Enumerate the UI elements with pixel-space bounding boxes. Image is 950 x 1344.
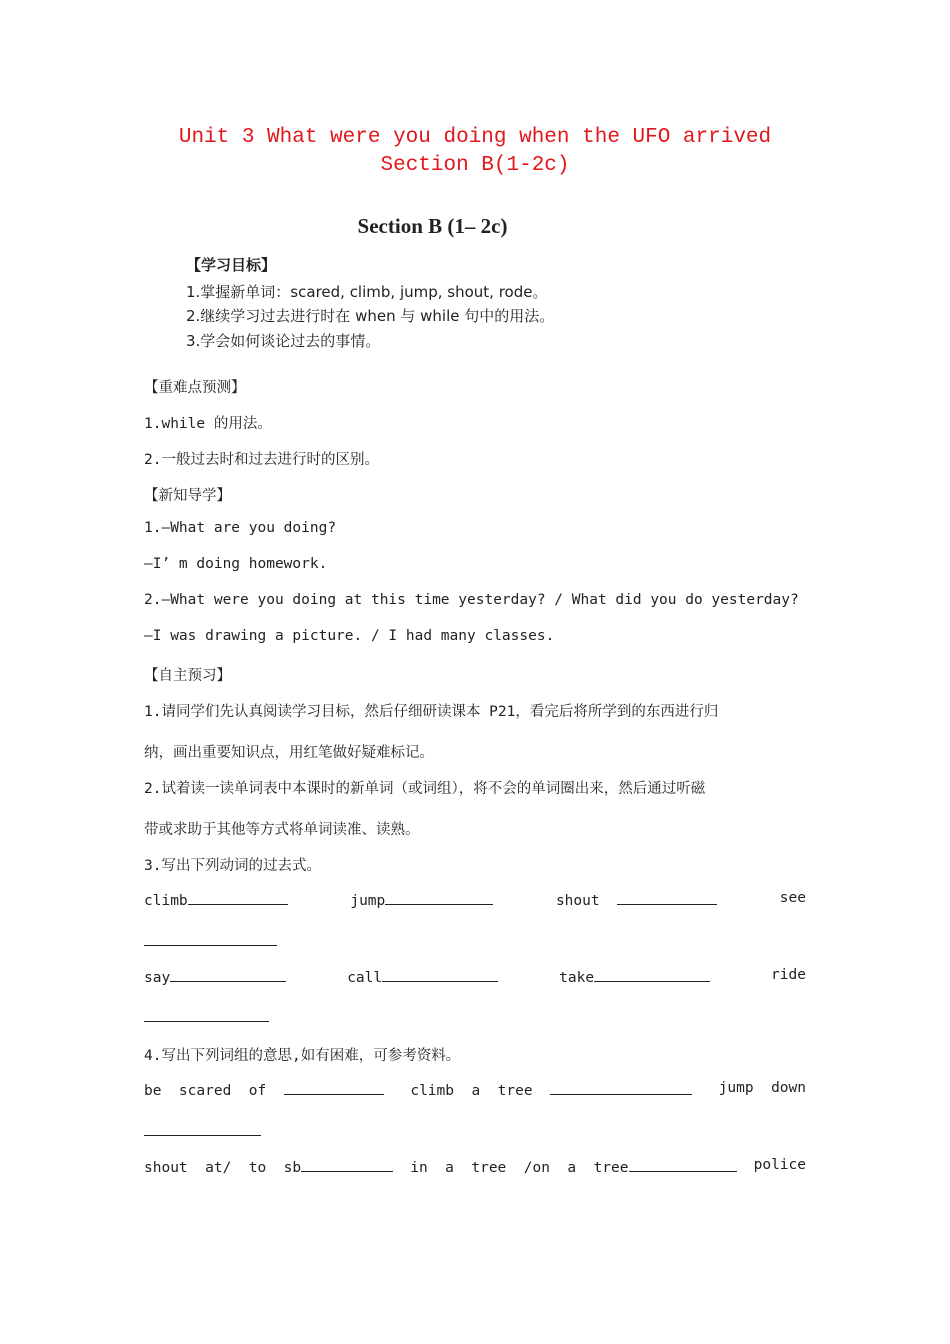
phrase-item: in a tree /on a tree	[410, 1157, 736, 1176]
key-point-item: 2.一般过去时和过去进行时的区别。	[144, 452, 379, 468]
answer-blank[interactable]	[617, 890, 717, 905]
preview-paragraph: 1.请同学们先认真阅读学习目标，然后仔细研读课本 P21，看完后将所学到的东西进行归	[144, 704, 719, 720]
dialogue-line: 1.—What are you doing?	[144, 520, 337, 536]
dialogue-line: 2.—What were you doing at this time yesterday? / What did you do yesterday?	[144, 592, 799, 608]
new-knowledge-heading: 【新知导学】	[144, 488, 231, 504]
phrase-item: climb a tree	[410, 1080, 692, 1099]
verb-item: say	[144, 967, 286, 986]
phrase-item: jump down	[718, 1080, 806, 1096]
exercise-instruction: 3.写出下列动词的过去式。	[144, 858, 321, 874]
verb-row	[144, 967, 806, 986]
answer-blank[interactable]	[144, 945, 277, 946]
phrase-row	[144, 1080, 806, 1099]
answer-blank[interactable]	[170, 967, 286, 982]
verb-item: take	[559, 967, 710, 986]
answer-blank[interactable]	[629, 1157, 737, 1172]
dialogue-line: —I’ m doing homework.	[144, 556, 328, 572]
verb-item: call	[347, 967, 498, 986]
answer-blank[interactable]	[382, 967, 498, 982]
answer-blank[interactable]	[284, 1080, 384, 1095]
goal-item: 1.掌握新单词：scared, climb, jump, shout, rode。	[186, 283, 548, 301]
dialogue-line: —I was drawing a picture. / I had many classes.	[144, 628, 555, 644]
phrase-item: shout at/ to sb	[144, 1157, 393, 1176]
section-subtitle: Section B (1– 2c)	[357, 214, 508, 238]
answer-blank[interactable]	[144, 1021, 269, 1022]
learning-goals-heading: 【学习目标】	[186, 256, 277, 274]
answer-blank[interactable]	[301, 1157, 393, 1172]
document-title: Unit 3 What were you doing when the UFO arrived Section B(1-2c)	[178, 126, 772, 177]
exercise-instruction: 4.写出下列词组的意思,如有困难，可参考资料。	[144, 1048, 461, 1064]
phrase-row	[144, 1157, 806, 1176]
preview-paragraph: 带或求助于其他等方式将单词读准、读熟。	[144, 822, 420, 838]
answer-blank[interactable]	[385, 890, 493, 905]
verb-item: jump	[350, 890, 493, 909]
verb-item: ride	[771, 967, 806, 983]
verb-item: shout	[556, 890, 717, 909]
verb-item: climb	[144, 890, 288, 909]
preview-paragraph: 2.试着读一读单词表中本课时的新单词（或词组），将不会的单词圈出来，然后通过听磁	[144, 781, 706, 797]
preview-paragraph: 纳，画出重要知识点，用红笔做好疑难标记。	[144, 745, 434, 761]
goal-item: 3.学会如何谈论过去的事情。	[186, 332, 381, 350]
verb-row	[144, 890, 806, 909]
preview-heading: 【自主预习】	[144, 668, 231, 684]
phrase-item: police	[753, 1157, 806, 1173]
answer-blank[interactable]	[144, 1135, 261, 1136]
phrase-item: be scared of	[144, 1080, 384, 1099]
key-points-heading: 【重难点预测】	[144, 380, 246, 396]
verb-item: see	[779, 890, 806, 906]
answer-blank[interactable]	[188, 890, 288, 905]
goal-item: 2.继续学习过去进行时在 when 与 while 句中的用法。	[186, 307, 555, 325]
key-point-item: 1.while 的用法。	[144, 416, 272, 432]
answer-blank[interactable]	[594, 967, 710, 982]
answer-blank[interactable]	[550, 1080, 692, 1095]
